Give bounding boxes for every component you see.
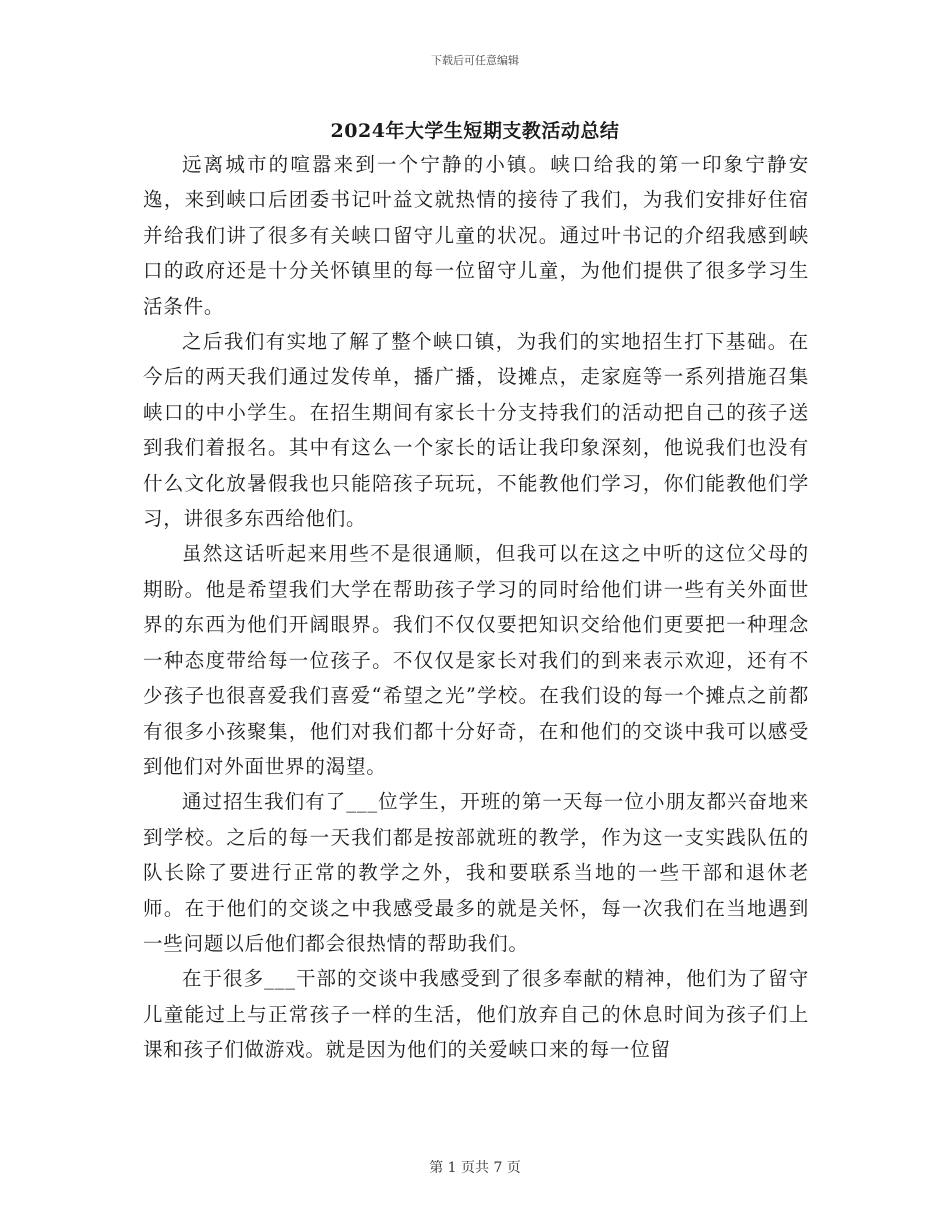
paragraph: 通过招生我们有了___位学生，开班的第一天每一位小朋友都兴奋地来到学校。之后的每一天我们都是按部就班的教学，作为这一支实践队伍的队长除了要进行正常的教学之外，我和要联系当地的一些干部和退休老师。在于他们的交谈之中我感受最多的就是关怀，每一次我们在当地遇到一些问题以后他们都会很热情的帮助我们。	[143, 790, 809, 955]
paragraph: 之后我们有实地了解了整个峡口镇，为我们的实地招生打下基础。在今后的两天我们通过发传单，播广播，设摊点，走家庭等一系列措施召集峡口的中小学生。在招生期间有家长十分支持我们的活动把自己的孩子送到我们着报名。其中有这么一个家长的话让我印象深刻，他说我们也没有什么文化放暑假我也只能陪孩子玩玩，不能教他们学习，你们能教他们学习，讲很多东西给他们。	[143, 330, 809, 531]
document-body	[143, 147, 809, 1068]
paragraph: 在于很多___干部的交谈中我感受到了很多奉献的精神，他们为了留守儿童能过上与正常孩子一样的生活，他们放弃自己的休息时间为孩子们上课和孩子们做游戏。就是因为他们的关爱峡口来的每一位留	[143, 967, 809, 1062]
page-number: 第 1 页共 7 页	[429, 1160, 521, 1176]
document-title: 2024年大学生短期支教活动总结	[330, 120, 620, 142]
paragraph: 远离城市的喧嚣来到一个宁静的小镇。峡口给我的第一印象宁静安逸，来到峡口后团委书记叶益文就热情的接待了我们，为我们安排好住宿并给我们讲了很多有关峡口留守儿童的状况。通过叶书记的介绍我感到峡口的政府还是十分关怀镇里的每一位留守儿童，为他们提供了很多学习生活条件。	[143, 153, 809, 318]
page-header-note: 下载后可任意编辑	[431, 54, 519, 67]
paragraph: 虽然这话听起来用些不是很通顺，但我可以在这之中听的这位父母的期盼。他是希望我们大学在帮助孩子学习的同时给他们讲一些有关外面世界的东西为他们开阔眼界。我们不仅仅要把知识交给他们更要把一种理念一种态度带给每一位孩子。不仅仅是家长对我们的到来表示欢迎，还有不少孩子也很喜爱我们喜爱“希望之光”学校。在我们设的每一个摊点之前都有很多小孩聚集，他们对我们都十分好奇，在和他们的交谈中我可以感受到他们对外面世界的渴望。	[143, 542, 809, 778]
